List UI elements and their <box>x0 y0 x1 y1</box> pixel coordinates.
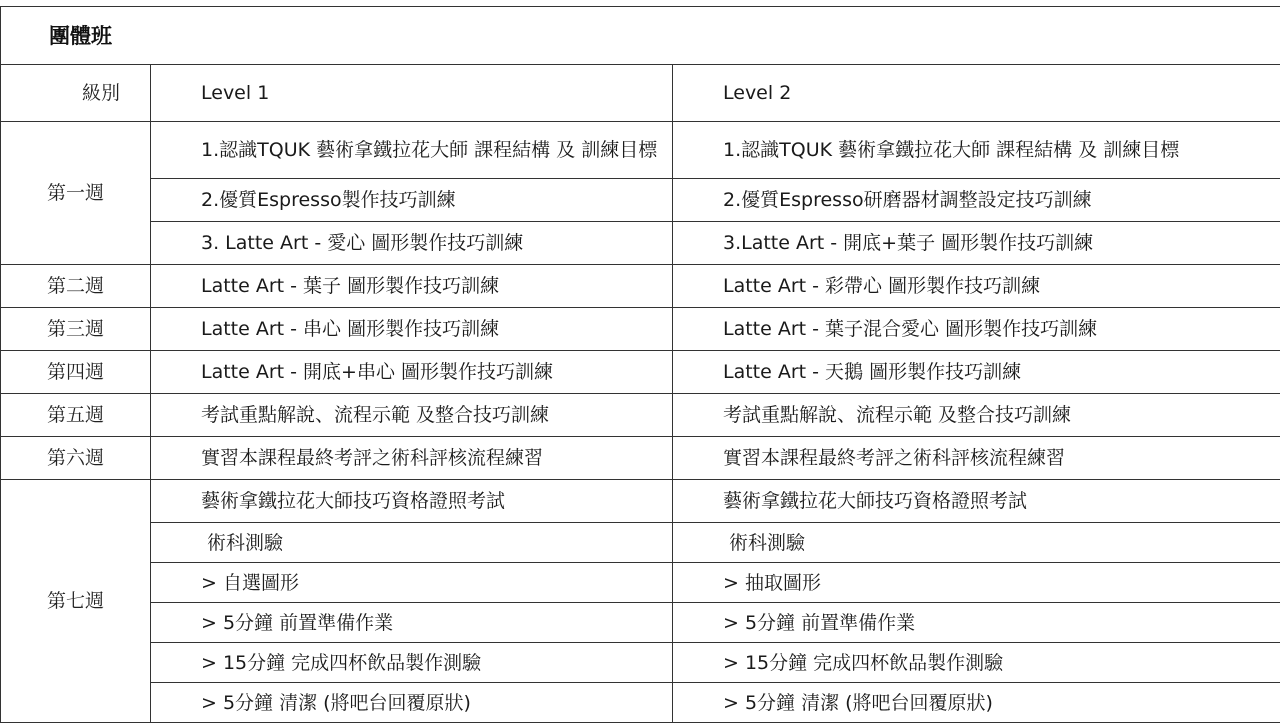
level-2-cell: > 15分鐘 完成四杯飲品製作測驗 <box>673 643 1280 683</box>
table-row <box>1 437 1280 480</box>
level-2-cell: Latte Art - 彩帶心 圖形製作技巧訓練 <box>673 265 1280 308</box>
level-1-cell: 3. Latte Art - 愛心 圖形製作技巧訓練 <box>151 222 673 265</box>
level-2-cell: > 5分鐘 前置準備作業 <box>673 603 1280 643</box>
week-2-label: 第二週 <box>1 265 151 308</box>
table-row <box>1 179 1280 222</box>
level-2-cell: 藝術拿鐵拉花大師技巧資格證照考試 <box>673 480 1280 523</box>
table-row <box>1 603 1280 643</box>
table-row <box>1 394 1280 437</box>
level-1-header: Level 1 <box>151 65 673 122</box>
table-row <box>1 351 1280 394</box>
level-1-cell: > 15分鐘 完成四杯飲品製作測驗 <box>151 643 673 683</box>
table-row <box>1 308 1280 351</box>
level-header-label: 級別 <box>1 65 151 122</box>
level-1-cell: 1.認識TQUK 藝術拿鐵拉花大師 課程結構 及 訓練目標 <box>151 122 673 179</box>
table-row <box>1 265 1280 308</box>
course-schedule-table <box>0 6 1280 723</box>
level-1-cell: 2.優質Espresso製作技巧訓練 <box>151 179 673 222</box>
level-2-cell: Latte Art - 天鵝 圖形製作技巧訓練 <box>673 351 1280 394</box>
level-1-cell: > 5分鐘 前置準備作業 <box>151 603 673 643</box>
table-row <box>1 643 1280 683</box>
level-2-cell: > 抽取圖形 <box>673 563 1280 603</box>
week-5-label: 第五週 <box>1 394 151 437</box>
level-2-cell: 3.Latte Art - 開底+葉子 圖形製作技巧訓練 <box>673 222 1280 265</box>
level-2-cell: Latte Art - 葉子混合愛心 圖形製作技巧訓練 <box>673 308 1280 351</box>
table-row <box>1 563 1280 603</box>
level-2-cell: 實習本課程最終考評之術科評核流程練習 <box>673 437 1280 480</box>
week-3-label: 第三週 <box>1 308 151 351</box>
table-title: 團體班 <box>1 7 1280 65</box>
level-2-cell: > 5分鐘 清潔 (將吧台回覆原狀) <box>673 683 1280 723</box>
week-6-label: 第六週 <box>1 437 151 480</box>
level-1-cell: > 5分鐘 清潔 (將吧台回覆原狀) <box>151 683 673 723</box>
week-4-label: 第四週 <box>1 351 151 394</box>
level-1-cell: Latte Art - 葉子 圖形製作技巧訓練 <box>151 265 673 308</box>
level-2-header: Level 2 <box>673 65 1280 122</box>
table-row <box>1 480 1280 523</box>
level-1-cell: 實習本課程最終考評之術科評核流程練習 <box>151 437 673 480</box>
level-2-cell: 術科測驗 <box>673 523 1280 563</box>
week-7-label: 第七週 <box>1 480 151 723</box>
level-2-cell: 考試重點解說、流程示範 及整合技巧訓練 <box>673 394 1280 437</box>
level-1-cell: 術科測驗 <box>151 523 673 563</box>
title-row <box>1 7 1280 65</box>
level-1-cell: 考試重點解說、流程示範 及整合技巧訓練 <box>151 394 673 437</box>
table-row <box>1 683 1280 723</box>
table-row <box>1 122 1280 179</box>
level-1-cell: Latte Art - 開底+串心 圖形製作技巧訓練 <box>151 351 673 394</box>
level-2-cell: 2.優質Espresso研磨器材調整設定技巧訓練 <box>673 179 1280 222</box>
level-2-cell: 1.認識TQUK 藝術拿鐵拉花大師 課程結構 及 訓練目標 <box>673 122 1280 179</box>
level-1-cell: Latte Art - 串心 圖形製作技巧訓練 <box>151 308 673 351</box>
header-row <box>1 65 1280 122</box>
table-row <box>1 222 1280 265</box>
level-1-cell: 藝術拿鐵拉花大師技巧資格證照考試 <box>151 480 673 523</box>
week-1-label: 第一週 <box>1 122 151 265</box>
table-row <box>1 523 1280 563</box>
level-1-cell: > 自選圖形 <box>151 563 673 603</box>
